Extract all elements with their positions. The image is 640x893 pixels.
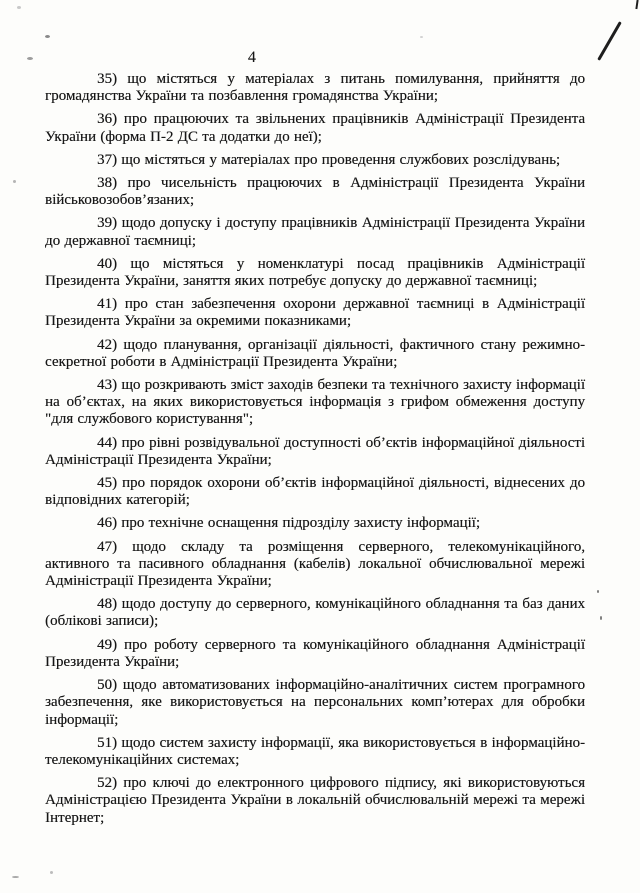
list-item bbox=[45, 596, 585, 630]
page-number: 4 bbox=[247, 49, 257, 66]
list-item bbox=[45, 735, 585, 769]
scan-speck bbox=[420, 36, 423, 38]
item-text: про ключі до електронного цифрового підпису, які використовуються Адміністрацією Президента України в локальній обчислювальній мережі та мережі Інтернет; bbox=[45, 775, 585, 826]
list-item bbox=[45, 215, 585, 249]
item-number: 38) bbox=[97, 175, 117, 192]
item-text: щодо планування, організації діяльності, фактичного стану режимно-секретної роботи в Адміністрації Президента України; bbox=[45, 336, 585, 370]
list-item bbox=[45, 515, 585, 532]
scan-edge-tick-mark bbox=[635, 0, 638, 9]
item-number: 51) bbox=[97, 734, 117, 751]
item-text: що містяться у номенклатурі посад працівників Адміністрації Президента України, заняття яких потребує допуску до державної таємниці; bbox=[45, 255, 585, 290]
item-text: про стан забезпечення охорони державної таємниці в Адміністрації Президента України за окремими показниками; bbox=[45, 296, 585, 330]
pen-slash-mark bbox=[597, 21, 622, 61]
item-text: щодо допуску і доступу працівників Адміністрації Президента України до державної таємниці; bbox=[45, 215, 585, 249]
item-text: щодо автоматизованих інформаційно-аналітичних систем програмного забезпечення, яке використовується на персональних комп’ютерах для обробки інформації; bbox=[45, 677, 585, 728]
item-text: про роботу серверного та комунікаційного обладнання Адміністрації Президента України; bbox=[45, 636, 585, 670]
item-number: 52) bbox=[97, 775, 117, 792]
scan-speck bbox=[13, 180, 16, 183]
item-text: що розкривають зміст заходів безпеки та технічного захисту інформації на об’єктах, на яких використовується інформація з грифом обмеження доступу "для службового користування"; bbox=[45, 377, 585, 428]
item-number: 45) bbox=[97, 475, 117, 492]
item-number: 48) bbox=[97, 596, 117, 613]
item-number: 46) bbox=[97, 515, 117, 532]
item-text: про рівні розвідувальної доступності об’єктів інформаційної діяльності Адміністрації Президента України; bbox=[45, 434, 585, 468]
list-item bbox=[45, 296, 585, 330]
list-item bbox=[45, 337, 585, 371]
item-number: 47) bbox=[97, 538, 117, 555]
item-number: 50) bbox=[97, 677, 117, 694]
scan-speck bbox=[12, 876, 19, 878]
scan-speck bbox=[50, 871, 53, 874]
item-text: про чисельність працюючих в Адміністрації Президента України військовозобов’язаних; bbox=[45, 175, 585, 209]
item-text: щодо доступу до серверного, комунікаційного обладнання та баз даних (облікові записи); bbox=[45, 596, 585, 630]
item-text: що містяться у матеріалах з питань помилування, прийняття до громадянства України та позбавлення громадянства України; bbox=[45, 71, 585, 105]
item-number: 39) bbox=[97, 215, 117, 232]
list-item bbox=[45, 377, 585, 429]
item-number: 41) bbox=[97, 296, 117, 313]
item-number: 40) bbox=[97, 255, 117, 272]
document-body bbox=[45, 71, 585, 833]
list-item bbox=[45, 71, 585, 105]
item-number: 42) bbox=[97, 336, 117, 353]
list-item bbox=[45, 256, 585, 290]
list-item bbox=[45, 111, 585, 145]
item-text: щодо складу та розміщення серверного, телекомунікаційного, активного та пасивного обладнання (кабелів) локальної обчислювальної мережі Адміністрації Президента України; bbox=[45, 538, 585, 590]
item-number: 44) bbox=[97, 434, 117, 451]
list-item bbox=[45, 175, 585, 209]
list-item bbox=[45, 475, 585, 509]
list-item bbox=[45, 435, 585, 469]
item-number: 43) bbox=[97, 377, 117, 394]
item-text: щодо систем захисту інформації, яка використовується в інформаційно-телекомунікаційних системах; bbox=[45, 734, 585, 768]
scan-speck bbox=[27, 57, 33, 60]
list-item bbox=[45, 637, 585, 671]
item-text: про порядок охорони об’єктів інформаційної діяльності, віднесених до відповідних категорій; bbox=[45, 475, 585, 509]
scan-speck bbox=[45, 35, 50, 38]
item-number: 36) bbox=[97, 111, 117, 128]
scan-speck bbox=[17, 6, 21, 9]
list-item bbox=[45, 539, 585, 591]
scan-speck bbox=[600, 616, 602, 620]
item-text: про працюючих та звільнених працівників Адміністрації Президента України (форма П-2 ДС та додатки до неї); bbox=[45, 111, 585, 145]
item-text: що містяться у матеріалах про проведення службових розслідувань; bbox=[117, 151, 561, 168]
item-number: 37) bbox=[97, 151, 117, 168]
item-number: 49) bbox=[97, 636, 117, 653]
list-item bbox=[45, 677, 585, 729]
list-item bbox=[45, 775, 585, 827]
item-text: про технічне оснащення підрозділу захисту інформації; bbox=[117, 515, 480, 532]
scan-speck bbox=[597, 590, 599, 593]
list-item bbox=[45, 152, 585, 169]
item-number: 35) bbox=[97, 71, 117, 87]
